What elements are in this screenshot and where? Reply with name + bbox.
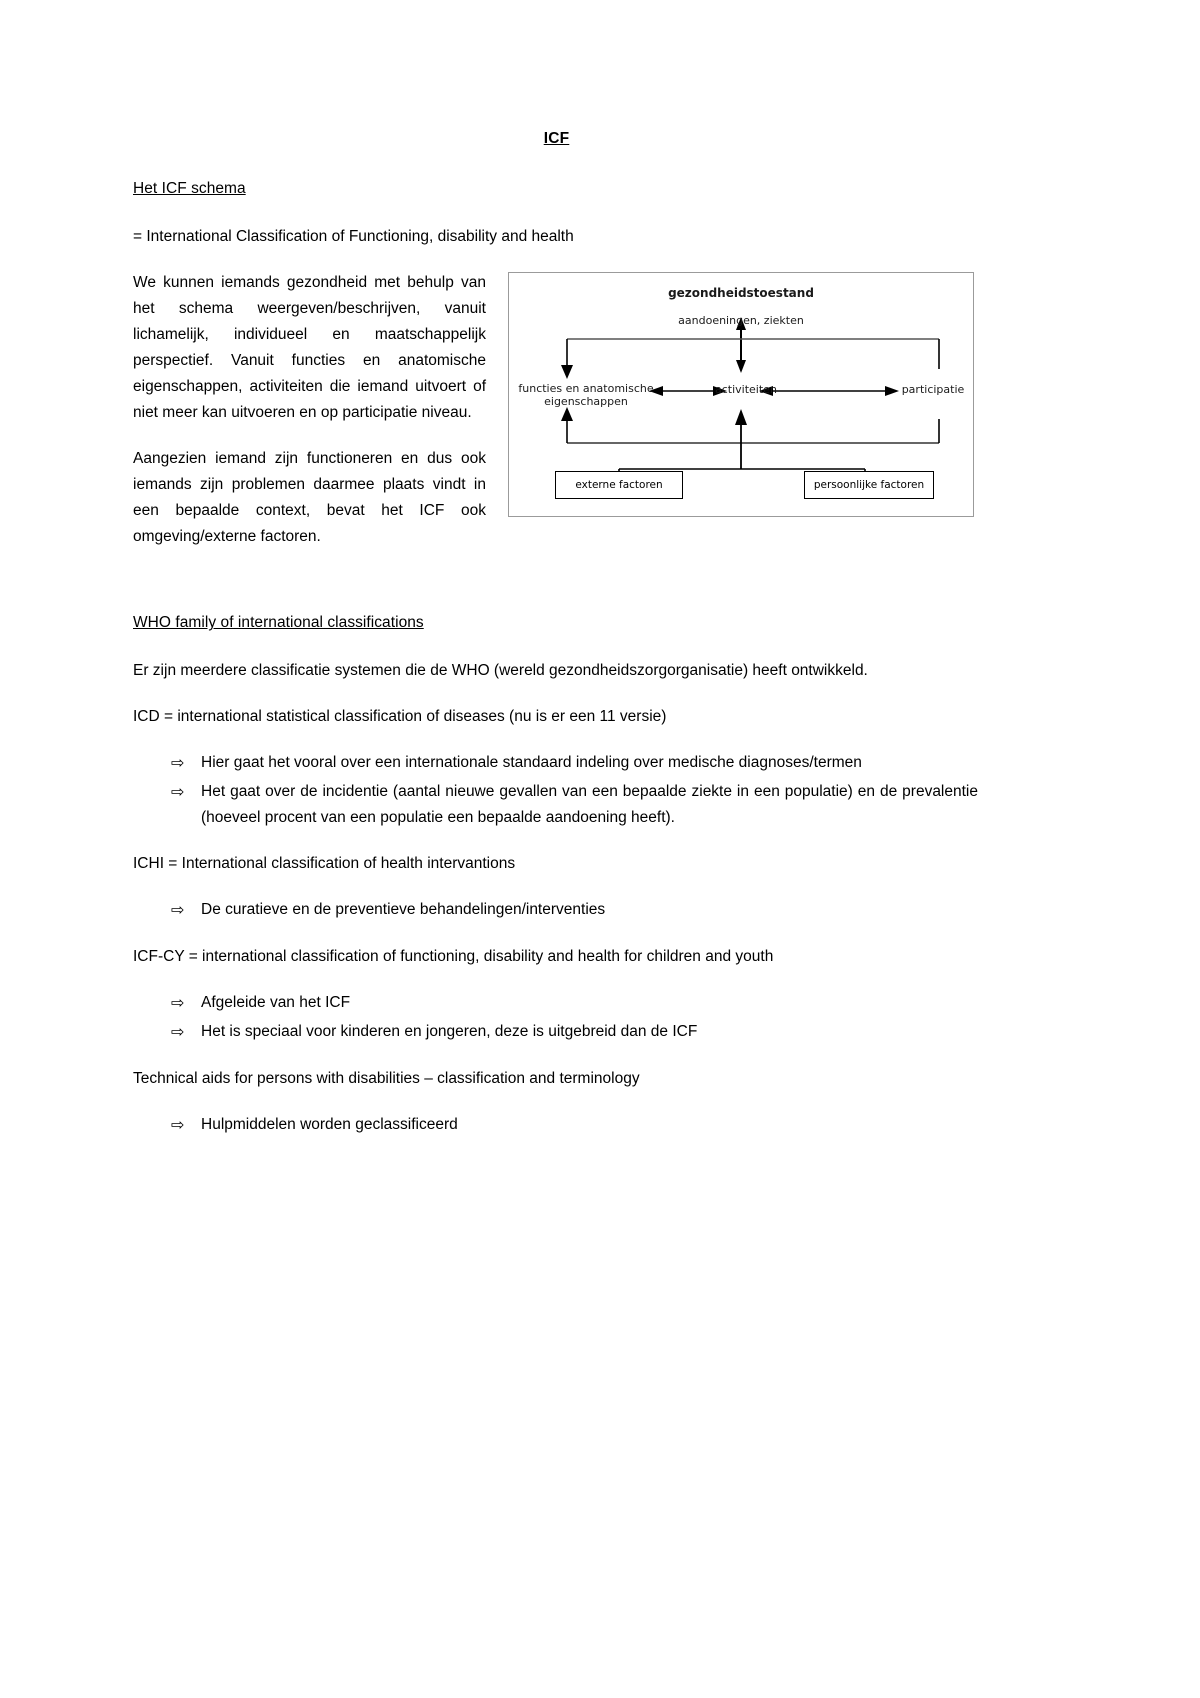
bullet-text: Hulpmiddelen worden geclassificeerd <box>201 1116 458 1134</box>
bullet-text: De curatieve en de preventieve behandelingen/interventies <box>201 901 606 919</box>
list-item <box>133 897 978 924</box>
figure-node-activities: activiteiten <box>715 383 777 397</box>
bullet-list-ichi <box>133 897 978 924</box>
item-label-ichi: ICHI = International classification of health intervantions <box>133 855 516 873</box>
icf-definition: = International Classification of Functioning, disability and health <box>133 228 574 245</box>
bullet-text: Het gaat over de incidentie (aantal nieuwe gevallen van een bepaalde ziekte in een populatie) en de prevalentie (hoeveel procent van een populatie een bepaalde aandoening heeft). <box>201 783 978 827</box>
section-spacer <box>133 570 978 614</box>
list-item <box>133 1019 978 1046</box>
section-heading-who-family: WHO family of international classifications <box>133 614 424 632</box>
arrow-bullet-icon: ⇨ <box>171 900 185 920</box>
paragraph-icf-explanation: We kunnen iemands gezondheid met behulp van het schema weergeven/beschrijven, vanuit lichamelijk, individueel en maatschappelijk perspectief. Vanuit functies en anatomische eigenschappen, activiteiten die iemand uitvoert of niet meer kan uitvoeren en op participatie niveau. <box>133 274 486 422</box>
figure-health-condition-title: gezondheidstoestand <box>668 286 814 301</box>
figure-node-participation: participatie <box>901 383 965 397</box>
page-title: ICF <box>543 130 570 147</box>
document-content <box>133 130 978 1159</box>
paragraph-who-intro: Er zijn meerdere classificatie systemen die de WHO (wereld gezondheidszorgorganisatie) heeft ontwikkeld. <box>133 662 868 680</box>
figure-health-condition-subtitle: aandoeningen, ziekten <box>678 314 804 328</box>
item-label-icd: ICD = international statistical classification of diseases (nu is er een 11 versie) <box>133 708 667 726</box>
bullet-list-icf-cy <box>133 990 978 1046</box>
bullet-list-icd <box>133 750 978 831</box>
list-item <box>133 990 978 1017</box>
figure-node-functions <box>517 383 655 408</box>
bullet-text: Afgeleide van het ICF <box>201 994 351 1012</box>
figure-node-functions-line2: eigenschappen <box>544 394 628 408</box>
bullet-text: Het is speciaal voor kinderen en jongeren, deze is uitgebreid dan de ICF <box>201 1023 698 1041</box>
arrow-bullet-icon: ⇨ <box>171 782 185 802</box>
list-item <box>133 779 978 831</box>
figure-text-wrap <box>133 270 978 570</box>
item-label-technical-aids: Technical aids for persons with disabilities – classification and terminology <box>133 1070 640 1088</box>
figure-node-functions-line1: functies en anatomische <box>518 382 654 396</box>
icf-schema-figure <box>508 272 978 517</box>
section-heading-icf-schema: Het ICF schema <box>133 180 246 197</box>
list-item <box>133 750 978 777</box>
arrow-bullet-icon: ⇨ <box>171 993 185 1013</box>
list-item <box>133 1112 978 1139</box>
arrow-bullet-icon: ⇨ <box>171 1115 185 1135</box>
bullet-text: Hier gaat het vooral over een internationale standaard indeling over medische diagnoses/termen <box>201 754 862 772</box>
paragraph-icf-context: Aangezien iemand zijn functioneren en dus ook iemands zijn problemen daarmee plaats vindt in een bepaalde context, bevat het ICF ook omgeving/externe factoren. <box>133 450 486 546</box>
arrow-bullet-icon: ⇨ <box>171 1022 185 1042</box>
arrow-bullet-icon: ⇨ <box>171 753 185 773</box>
figure-box-personal-factors: persoonlijke factoren <box>804 471 934 499</box>
icf-diagram-box <box>508 272 974 517</box>
figure-box-external-factors: externe factoren <box>555 471 683 499</box>
item-label-icf-cy: ICF-CY = international classification of functioning, disability and health for children and youth <box>133 948 774 966</box>
bullet-list-technical-aids <box>133 1112 978 1139</box>
